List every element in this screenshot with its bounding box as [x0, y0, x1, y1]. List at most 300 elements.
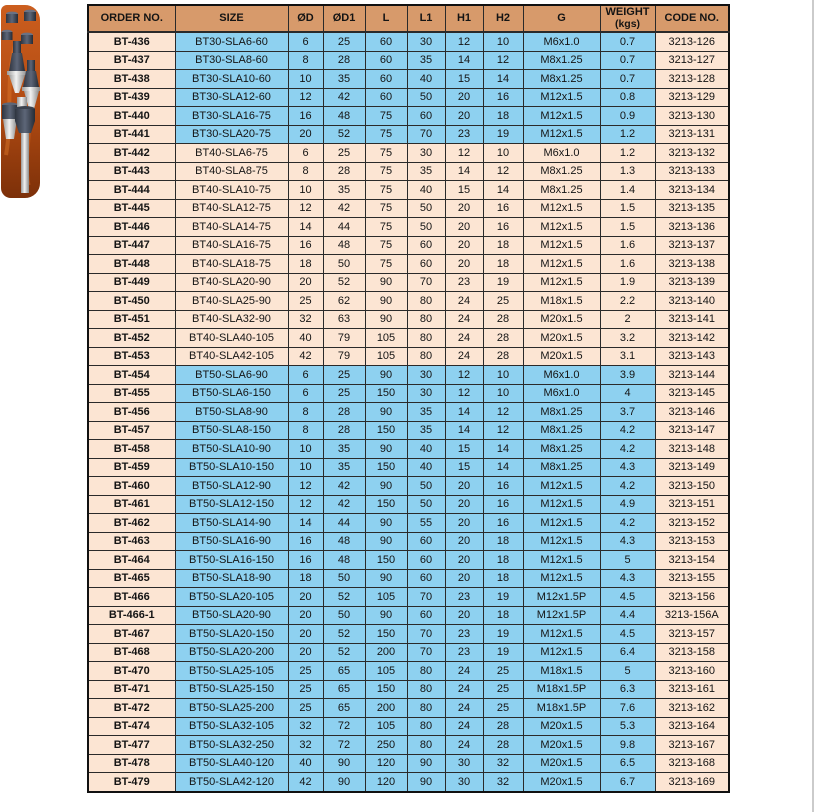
cell-l: 150 [365, 495, 407, 514]
cell-l1: 80 [407, 292, 445, 311]
cell-size: BT40-SLA40-105 [175, 329, 288, 348]
cell-h1: 20 [445, 514, 483, 533]
cell-d1: 35 [323, 70, 365, 89]
table-row [88, 625, 729, 644]
cell-l1: 40 [407, 440, 445, 459]
cell-h2: 14 [483, 70, 523, 89]
cell-l1: 50 [407, 218, 445, 237]
cell-g: M6x1.0 [523, 384, 600, 403]
cell-code: 3213-156 [655, 588, 729, 607]
cell-d1: 50 [323, 606, 365, 625]
table-row [88, 70, 729, 89]
cell-w: 6.7 [600, 773, 655, 792]
cell-h2: 12 [483, 421, 523, 440]
cell-order: BT-447 [88, 236, 175, 255]
cell-w: 5 [600, 662, 655, 681]
cell-h1: 23 [445, 125, 483, 144]
cell-g: M12x1.5 [523, 477, 600, 496]
cell-d: 42 [288, 347, 323, 366]
cell-order: BT-448 [88, 255, 175, 274]
cell-h1: 12 [445, 144, 483, 163]
cell-g: M20x1.5 [523, 773, 600, 792]
cell-order: BT-464 [88, 551, 175, 570]
cell-w: 0.7 [600, 51, 655, 70]
cell-order: BT-462 [88, 514, 175, 533]
cell-g: M12x1.5 [523, 643, 600, 662]
cell-code: 3213-139 [655, 273, 729, 292]
cell-l1: 60 [407, 551, 445, 570]
cell-h1: 20 [445, 199, 483, 218]
cell-h1: 15 [445, 181, 483, 200]
cell-order: BT-479 [88, 773, 175, 792]
cell-l: 90 [365, 292, 407, 311]
cell-w: 1.3 [600, 162, 655, 181]
cell-d1: 52 [323, 625, 365, 644]
cell-h2: 18 [483, 569, 523, 588]
cell-h2: 16 [483, 495, 523, 514]
cell-d: 20 [288, 273, 323, 292]
cell-h2: 10 [483, 366, 523, 385]
cell-h1: 20 [445, 495, 483, 514]
table-row [88, 255, 729, 274]
cell-w: 0.7 [600, 70, 655, 89]
cell-l1: 80 [407, 680, 445, 699]
cell-w: 3.1 [600, 347, 655, 366]
cell-g: M12x1.5P [523, 606, 600, 625]
cell-h2: 18 [483, 107, 523, 126]
cell-d1: 65 [323, 699, 365, 718]
cell-order: BT-466 [88, 588, 175, 607]
cell-d1: 35 [323, 181, 365, 200]
table-row [88, 162, 729, 181]
cell-code: 3213-135 [655, 199, 729, 218]
table-row [88, 236, 729, 255]
cell-d: 10 [288, 458, 323, 477]
cell-h2: 32 [483, 773, 523, 792]
cell-order: BT-457 [88, 421, 175, 440]
cell-d: 32 [288, 736, 323, 755]
cell-g: M6x1.0 [523, 366, 600, 385]
cell-h2: 14 [483, 458, 523, 477]
cell-d1: 52 [323, 273, 365, 292]
cell-d1: 62 [323, 292, 365, 311]
table-row [88, 366, 729, 385]
table-row [88, 347, 729, 366]
cell-w: 0.9 [600, 107, 655, 126]
cell-order: BT-439 [88, 88, 175, 107]
cell-g: M20x1.5 [523, 329, 600, 348]
cell-size: BT50-SLA20-150 [175, 625, 288, 644]
cell-l1: 70 [407, 125, 445, 144]
cell-d1: 42 [323, 88, 365, 107]
cell-order: BT-456 [88, 403, 175, 422]
cell-d1: 28 [323, 403, 365, 422]
cell-order: BT-442 [88, 144, 175, 163]
cell-h1: 24 [445, 329, 483, 348]
cell-code: 3213-158 [655, 643, 729, 662]
cell-l: 105 [365, 329, 407, 348]
cell-d: 20 [288, 643, 323, 662]
cell-w: 3.2 [600, 329, 655, 348]
cell-d1: 48 [323, 107, 365, 126]
cell-d: 16 [288, 532, 323, 551]
cell-l1: 90 [407, 754, 445, 773]
cell-d: 25 [288, 680, 323, 699]
cell-d1: 25 [323, 144, 365, 163]
cell-g: M20x1.5 [523, 736, 600, 755]
cell-d1: 50 [323, 255, 365, 274]
cell-code: 3213-147 [655, 421, 729, 440]
cell-h2: 12 [483, 403, 523, 422]
cell-h1: 23 [445, 625, 483, 644]
cell-size: BT40-SLA14-75 [175, 218, 288, 237]
cell-order: BT-441 [88, 125, 175, 144]
cell-w: 1.5 [600, 218, 655, 237]
cell-code: 3213-128 [655, 70, 729, 89]
cell-d1: 63 [323, 310, 365, 329]
cell-h2: 19 [483, 625, 523, 644]
cell-d: 8 [288, 403, 323, 422]
cell-code: 3213-148 [655, 440, 729, 459]
cell-code: 3213-155 [655, 569, 729, 588]
cell-l: 90 [365, 273, 407, 292]
cell-h1: 12 [445, 384, 483, 403]
cell-l: 75 [365, 107, 407, 126]
cell-g: M12x1.5 [523, 569, 600, 588]
cell-l: 90 [365, 606, 407, 625]
cell-d1: 48 [323, 236, 365, 255]
cell-d: 18 [288, 255, 323, 274]
cell-d1: 25 [323, 32, 365, 51]
table-row [88, 643, 729, 662]
table-row [88, 514, 729, 533]
cell-w: 4.2 [600, 477, 655, 496]
cell-order: BT-460 [88, 477, 175, 496]
cell-d1: 48 [323, 532, 365, 551]
table-row [88, 532, 729, 551]
cell-order: BT-472 [88, 699, 175, 718]
cell-size: BT50-SLA32-105 [175, 717, 288, 736]
cell-code: 3213-141 [655, 310, 729, 329]
cell-code: 3213-131 [655, 125, 729, 144]
cell-h1: 14 [445, 51, 483, 70]
cell-l1: 70 [407, 588, 445, 607]
cell-l: 150 [365, 680, 407, 699]
cell-d1: 28 [323, 421, 365, 440]
cell-code: 3213-149 [655, 458, 729, 477]
cell-g: M12x1.5 [523, 125, 600, 144]
cell-g: M8x1.25 [523, 51, 600, 70]
cell-code: 3213-127 [655, 51, 729, 70]
cell-d: 6 [288, 32, 323, 51]
cell-g: M12x1.5 [523, 88, 600, 107]
cell-code: 3213-133 [655, 162, 729, 181]
cell-h1: 12 [445, 366, 483, 385]
cell-d1: 44 [323, 218, 365, 237]
cell-size: BT50-SLA12-90 [175, 477, 288, 496]
cell-d: 6 [288, 366, 323, 385]
cell-g: M12x1.5 [523, 495, 600, 514]
cell-code: 3213-164 [655, 717, 729, 736]
table-row [88, 569, 729, 588]
cell-w: 6.3 [600, 680, 655, 699]
cell-h2: 14 [483, 181, 523, 200]
cell-l: 90 [365, 477, 407, 496]
table-row [88, 329, 729, 348]
cell-w: 3.7 [600, 403, 655, 422]
cell-size: BT40-SLA25-90 [175, 292, 288, 311]
cell-h1: 20 [445, 255, 483, 274]
cell-w: 6.4 [600, 643, 655, 662]
cell-h1: 23 [445, 273, 483, 292]
cell-order: BT-477 [88, 736, 175, 755]
cell-d: 42 [288, 773, 323, 792]
cell-w: 4.3 [600, 569, 655, 588]
table-row [88, 699, 729, 718]
cell-l1: 80 [407, 310, 445, 329]
cell-g: M20x1.5 [523, 347, 600, 366]
cell-d1: 42 [323, 477, 365, 496]
cell-order: BT-449 [88, 273, 175, 292]
cell-h1: 20 [445, 107, 483, 126]
cell-h1: 20 [445, 477, 483, 496]
cell-order: BT-452 [88, 329, 175, 348]
table-row [88, 51, 729, 70]
cell-h1: 20 [445, 236, 483, 255]
cell-l1: 80 [407, 736, 445, 755]
cell-l: 90 [365, 569, 407, 588]
table-row [88, 403, 729, 422]
cell-size: BT50-SLA10-90 [175, 440, 288, 459]
cell-d: 12 [288, 88, 323, 107]
cell-h2: 12 [483, 162, 523, 181]
column-header-order: ORDER NO. [88, 5, 175, 32]
cell-h1: 30 [445, 754, 483, 773]
cell-w: 1.5 [600, 199, 655, 218]
cell-h1: 20 [445, 569, 483, 588]
column-header-l: L [365, 5, 407, 32]
cell-h1: 23 [445, 588, 483, 607]
column-header-h1: H1 [445, 5, 483, 32]
cell-l1: 70 [407, 625, 445, 644]
cell-g: M12x1.5 [523, 532, 600, 551]
cell-g: M12x1.5 [523, 218, 600, 237]
cell-d: 10 [288, 70, 323, 89]
table-row [88, 384, 729, 403]
cell-g: M20x1.5 [523, 310, 600, 329]
cell-h2: 16 [483, 88, 523, 107]
table-row [88, 144, 729, 163]
cell-l: 75 [365, 236, 407, 255]
cell-l1: 50 [407, 477, 445, 496]
cell-h1: 20 [445, 551, 483, 570]
table-row [88, 273, 729, 292]
cell-code: 3213-146 [655, 403, 729, 422]
cell-d1: 72 [323, 717, 365, 736]
table-row [88, 421, 729, 440]
cell-code: 3213-140 [655, 292, 729, 311]
cell-l1: 80 [407, 699, 445, 718]
cell-g: M20x1.5 [523, 717, 600, 736]
cell-size: BT50-SLA14-90 [175, 514, 288, 533]
cell-d: 6 [288, 144, 323, 163]
cell-w: 4.3 [600, 458, 655, 477]
cell-code: 3213-130 [655, 107, 729, 126]
table-row [88, 754, 729, 773]
spec-table-wrap [87, 4, 730, 793]
cell-g: M12x1.5 [523, 255, 600, 274]
cell-code: 3213-136 [655, 218, 729, 237]
cell-g: M6x1.0 [523, 32, 600, 51]
cell-h2: 25 [483, 292, 523, 311]
cell-d: 12 [288, 477, 323, 496]
cell-d1: 65 [323, 680, 365, 699]
cell-d: 12 [288, 199, 323, 218]
column-header-code: CODE NO. [655, 5, 729, 32]
cell-l1: 50 [407, 88, 445, 107]
cell-h1: 15 [445, 458, 483, 477]
cell-l1: 35 [407, 403, 445, 422]
cell-size: BT50-SLA8-150 [175, 421, 288, 440]
cell-h2: 12 [483, 51, 523, 70]
cell-size: BT50-SLA20-105 [175, 588, 288, 607]
cell-h2: 10 [483, 32, 523, 51]
cell-h2: 19 [483, 643, 523, 662]
cell-l: 120 [365, 773, 407, 792]
cell-d1: 52 [323, 125, 365, 144]
cell-w: 4.5 [600, 588, 655, 607]
cell-l1: 70 [407, 273, 445, 292]
cell-order: BT-470 [88, 662, 175, 681]
cell-l: 75 [365, 181, 407, 200]
cell-d1: 42 [323, 495, 365, 514]
cell-w: 1.6 [600, 236, 655, 255]
cell-code: 3213-150 [655, 477, 729, 496]
cell-order: BT-468 [88, 643, 175, 662]
cell-l1: 60 [407, 532, 445, 551]
cell-h2: 28 [483, 736, 523, 755]
cell-d: 40 [288, 329, 323, 348]
cell-h2: 16 [483, 514, 523, 533]
cell-size: BT50-SLA10-150 [175, 458, 288, 477]
cell-g: M12x1.5P [523, 588, 600, 607]
cell-size: BT30-SLA10-60 [175, 70, 288, 89]
cell-order: BT-466-1 [88, 606, 175, 625]
table-row [88, 199, 729, 218]
cell-w: 3.9 [600, 366, 655, 385]
header-row [88, 5, 729, 32]
cell-l: 90 [365, 514, 407, 533]
cell-h1: 24 [445, 292, 483, 311]
column-header-h2: H2 [483, 5, 523, 32]
cell-g: M8x1.25 [523, 421, 600, 440]
cell-h2: 16 [483, 218, 523, 237]
cell-g: M12x1.5 [523, 551, 600, 570]
cell-l1: 40 [407, 458, 445, 477]
table-row [88, 181, 729, 200]
cell-h1: 14 [445, 162, 483, 181]
cell-d: 10 [288, 181, 323, 200]
cell-d: 20 [288, 625, 323, 644]
cell-w: 4.2 [600, 440, 655, 459]
cell-order: BT-443 [88, 162, 175, 181]
column-header-d1: ØD1 [323, 5, 365, 32]
cell-order: BT-453 [88, 347, 175, 366]
cell-l: 75 [365, 125, 407, 144]
cell-d: 25 [288, 662, 323, 681]
table-row [88, 107, 729, 126]
cell-h1: 24 [445, 699, 483, 718]
cell-size: BT40-SLA18-75 [175, 255, 288, 274]
cell-h1: 30 [445, 773, 483, 792]
cell-l1: 40 [407, 181, 445, 200]
cell-g: M8x1.25 [523, 162, 600, 181]
cell-code: 3213-153 [655, 532, 729, 551]
cell-h2: 10 [483, 144, 523, 163]
cell-order: BT-458 [88, 440, 175, 459]
cell-g: M12x1.5 [523, 199, 600, 218]
cell-size: BT50-SLA16-90 [175, 532, 288, 551]
column-header-size: SIZE [175, 5, 288, 32]
cell-d1: 72 [323, 736, 365, 755]
cell-l: 75 [365, 255, 407, 274]
cell-size: BT50-SLA6-150 [175, 384, 288, 403]
cell-l: 75 [365, 199, 407, 218]
cell-code: 3213-126 [655, 32, 729, 51]
cell-l1: 35 [407, 421, 445, 440]
cell-g: M12x1.5 [523, 236, 600, 255]
cell-w: 0.7 [600, 32, 655, 51]
cell-code: 3213-168 [655, 754, 729, 773]
cell-l: 90 [365, 366, 407, 385]
cell-size: BT50-SLA20-200 [175, 643, 288, 662]
cell-h1: 24 [445, 310, 483, 329]
cell-d: 40 [288, 754, 323, 773]
cell-code: 3213-132 [655, 144, 729, 163]
cell-d1: 25 [323, 384, 365, 403]
cell-l: 90 [365, 440, 407, 459]
cell-order: BT-440 [88, 107, 175, 126]
cell-code: 3213-138 [655, 255, 729, 274]
cell-size: BT40-SLA42-105 [175, 347, 288, 366]
cell-w: 4.3 [600, 532, 655, 551]
cell-h1: 23 [445, 643, 483, 662]
cell-w: 0.8 [600, 88, 655, 107]
cell-size: BT50-SLA25-150 [175, 680, 288, 699]
cell-w: 2 [600, 310, 655, 329]
cell-d1: 28 [323, 162, 365, 181]
cell-d: 16 [288, 107, 323, 126]
cell-h2: 18 [483, 255, 523, 274]
cell-l: 105 [365, 662, 407, 681]
cell-code: 3213-157 [655, 625, 729, 644]
cell-l1: 80 [407, 329, 445, 348]
cell-h1: 20 [445, 606, 483, 625]
cell-g: M8x1.25 [523, 403, 600, 422]
cell-code: 3213-129 [655, 88, 729, 107]
cell-w: 1.4 [600, 181, 655, 200]
cell-l: 120 [365, 754, 407, 773]
cell-d1: 79 [323, 347, 365, 366]
cell-d: 8 [288, 51, 323, 70]
cell-l1: 40 [407, 70, 445, 89]
cell-size: BT40-SLA6-75 [175, 144, 288, 163]
cell-h2: 19 [483, 588, 523, 607]
table-row [88, 736, 729, 755]
cell-h1: 14 [445, 421, 483, 440]
cell-d1: 28 [323, 51, 365, 70]
cell-h2: 25 [483, 662, 523, 681]
